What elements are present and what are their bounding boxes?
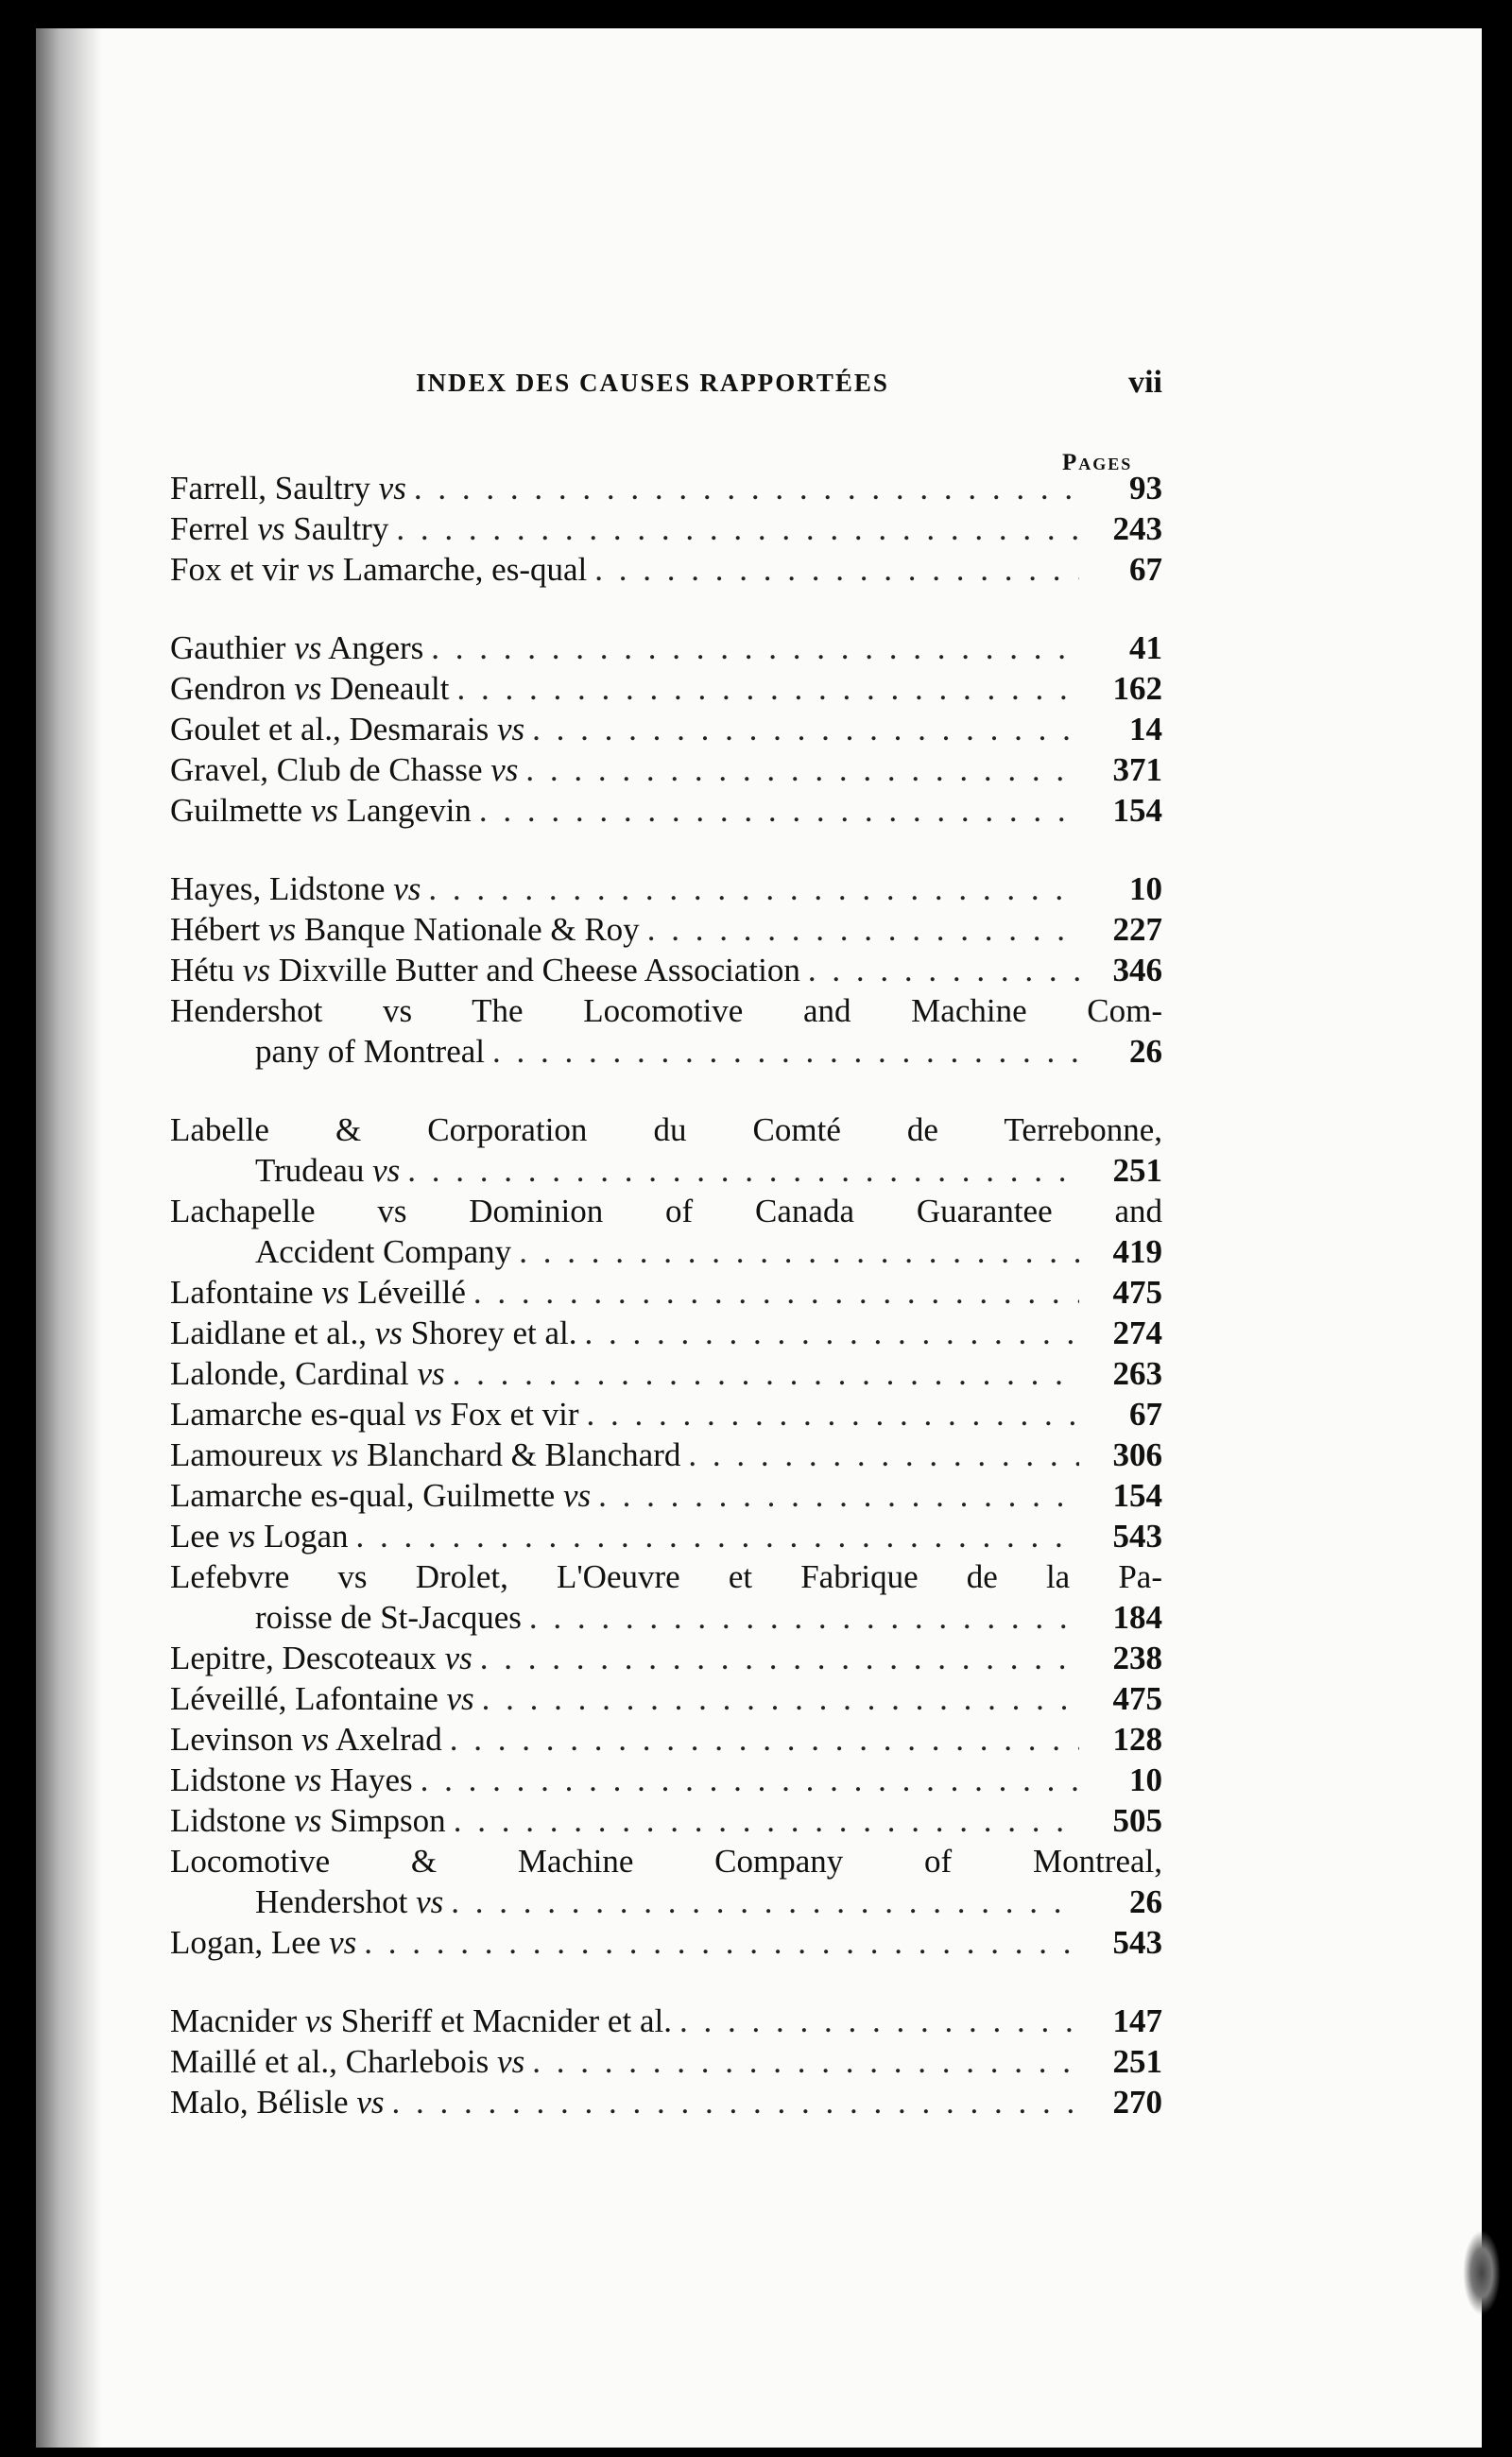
page-number: 154 xyxy=(1112,792,1162,829)
case-name: Gendron vs Deneault xyxy=(170,670,450,707)
letter-group xyxy=(170,2001,1162,2122)
versus-marker: vs xyxy=(306,551,335,588)
versus-marker: vs xyxy=(321,1274,350,1311)
scan-artifact xyxy=(1463,2230,1501,2315)
page-number: 26 xyxy=(1129,1883,1162,1920)
index-entry xyxy=(170,790,1162,831)
page-number: 10 xyxy=(1129,1761,1162,1798)
dot-leader xyxy=(808,950,1079,990)
folio-number: vii xyxy=(1128,365,1162,400)
page-number: 346 xyxy=(1112,952,1162,988)
index-entry xyxy=(170,709,1162,749)
dot-leader xyxy=(456,668,1079,709)
dot-leader xyxy=(454,1800,1079,1841)
case-name-first-line: Locomotive & Machine Company of Montreal, xyxy=(170,1843,1162,1880)
dot-leader xyxy=(414,468,1079,508)
letter-group xyxy=(170,868,1162,1072)
dot-leader xyxy=(532,2041,1079,2082)
versus-marker: vs xyxy=(331,1436,359,1473)
index-entry xyxy=(170,1353,1162,1394)
dot-leader xyxy=(431,627,1079,668)
case-name: Lidstone vs Simpson xyxy=(170,1802,446,1839)
dot-leader xyxy=(421,1760,1079,1800)
versus-marker: vs xyxy=(446,1680,474,1717)
pages-column-label: Pages xyxy=(1062,450,1133,475)
page-number: 154 xyxy=(1112,1477,1162,1514)
dot-leader xyxy=(594,549,1079,590)
versus-marker: vs xyxy=(416,1883,444,1920)
case-name: roisse de St-Jacques xyxy=(255,1599,522,1636)
index-entry xyxy=(170,1760,1162,1800)
dot-leader xyxy=(396,508,1079,549)
index-entry xyxy=(170,1922,1162,1963)
versus-marker: vs xyxy=(294,1802,322,1839)
index-entry xyxy=(170,1597,1162,1638)
index-entry xyxy=(170,2082,1162,2122)
multiline-entry xyxy=(170,1556,1162,1638)
case-name-first-line: Lachapelle vs Dominion of Canada Guarantee and xyxy=(170,1193,1162,1229)
case-name: Farrell, Saultry vs xyxy=(170,470,406,507)
index-entry xyxy=(170,468,1162,508)
versus-marker: vs xyxy=(294,629,322,666)
case-name: Ferrel vs Saultry xyxy=(170,510,389,547)
index-entry xyxy=(170,2041,1162,2082)
index-entry xyxy=(170,1881,1162,1922)
case-name: Lamoureux vs Blanchard & Blanchard xyxy=(170,1436,681,1473)
versus-marker: vs xyxy=(228,1518,256,1555)
case-name: Goulet et al., Desmarais vs xyxy=(170,711,525,747)
page-number: 14 xyxy=(1129,711,1162,747)
binding-shadow xyxy=(36,28,102,2448)
versus-marker: vs xyxy=(294,1761,322,1798)
page-number: 251 xyxy=(1112,1152,1162,1189)
case-name: Gauthier vs Angers xyxy=(170,629,424,666)
index-entry xyxy=(170,627,1162,668)
dot-leader xyxy=(679,2001,1079,2041)
running-head: INDEX DES CAUSES RAPPORTÉES xyxy=(416,369,889,397)
versus-marker: vs xyxy=(329,1924,357,1961)
case-name: Logan, Lee vs xyxy=(170,1924,357,1961)
dot-leader xyxy=(525,749,1079,790)
multiline-entry xyxy=(170,1191,1162,1272)
versus-marker: vs xyxy=(497,2043,525,2080)
letter-group xyxy=(170,468,1162,590)
versus-marker: vs xyxy=(417,1355,445,1392)
page-number: 238 xyxy=(1112,1640,1162,1676)
index-entry xyxy=(170,868,1162,909)
page-number: 270 xyxy=(1112,2084,1162,2121)
dot-leader xyxy=(598,1475,1079,1516)
dot-leader xyxy=(392,2082,1080,2122)
dot-leader xyxy=(479,790,1079,831)
multiline-entry xyxy=(170,990,1162,1072)
page-number: 10 xyxy=(1129,870,1162,907)
case-name: Guilmette vs Langevin xyxy=(170,792,472,829)
index-entry xyxy=(170,1678,1162,1719)
page-number: 475 xyxy=(1112,1274,1162,1311)
page-number: 67 xyxy=(1129,551,1162,588)
dot-leader xyxy=(688,1435,1079,1475)
page-number: 67 xyxy=(1129,1396,1162,1433)
page-number: 274 xyxy=(1112,1314,1162,1351)
dot-leader xyxy=(407,1150,1079,1191)
page-number: 371 xyxy=(1112,751,1162,788)
index-entry xyxy=(170,1231,1162,1272)
versus-marker: vs xyxy=(267,911,297,948)
index-entry xyxy=(170,549,1162,590)
versus-marker: vs xyxy=(378,470,406,507)
index-entry xyxy=(170,1435,1162,1475)
dot-leader xyxy=(585,1313,1079,1353)
case-name: Lepitre, Descoteaux vs xyxy=(170,1640,472,1676)
page-number: 251 xyxy=(1112,2043,1162,2080)
dot-leader xyxy=(473,1272,1079,1313)
page-number: 26 xyxy=(1129,1033,1162,1070)
page-number: 41 xyxy=(1129,629,1162,666)
versus-marker: vs xyxy=(414,1396,442,1433)
case-name: Lafontaine vs Léveillé xyxy=(170,1274,466,1311)
dot-leader xyxy=(356,1516,1079,1556)
dot-leader xyxy=(532,709,1079,749)
case-name: Lidstone vs Hayes xyxy=(170,1761,413,1798)
versus-marker: vs xyxy=(294,670,322,707)
index-entry xyxy=(170,2001,1162,2041)
index-entry xyxy=(170,1475,1162,1516)
multiline-entry xyxy=(170,1109,1162,1191)
versus-marker: vs xyxy=(372,1152,401,1189)
page-number: 543 xyxy=(1112,1518,1162,1555)
case-name: Laidlane et al., vs Shorey et al. xyxy=(170,1314,577,1351)
versus-marker: vs xyxy=(562,1477,592,1514)
versus-marker: vs xyxy=(242,952,270,988)
case-name: Maillé et al., Charlebois vs xyxy=(170,2043,525,2080)
case-name: Lee vs Logan xyxy=(170,1518,349,1555)
page-number: 147 xyxy=(1112,2002,1162,2039)
index-entry xyxy=(170,1313,1162,1353)
case-name: Léveillé, Lafontaine vs xyxy=(170,1680,474,1717)
page-number: 128 xyxy=(1112,1721,1162,1758)
dot-leader xyxy=(586,1394,1079,1435)
case-name: Hétu vs Dixville Butter and Cheese Association xyxy=(170,952,800,988)
letter-group xyxy=(170,1109,1162,1963)
page-number: 227 xyxy=(1112,911,1162,948)
case-name: Trudeau vs xyxy=(255,1152,401,1189)
case-name: Levinson vs Axelrad xyxy=(170,1721,442,1758)
dot-leader xyxy=(480,1638,1079,1678)
case-name: Hébert vs Banque Nationale & Roy xyxy=(170,911,640,948)
versus-marker: vs xyxy=(257,510,285,547)
index-entry xyxy=(170,950,1162,990)
page-number: 419 xyxy=(1112,1233,1162,1270)
case-name: Lamarche es-qual vs Fox et vir xyxy=(170,1396,579,1433)
case-name: Malo, Bélisle vs xyxy=(170,2084,385,2121)
page-header xyxy=(416,365,1162,425)
index-entry xyxy=(170,1031,1162,1072)
page-number: 162 xyxy=(1112,670,1162,707)
versus-marker: vs xyxy=(356,2084,385,2121)
versus-marker: vs xyxy=(304,2002,334,2039)
index-entry xyxy=(170,508,1162,549)
index-entry xyxy=(170,909,1162,950)
page-number: 184 xyxy=(1112,1599,1162,1636)
case-name: Accident Company xyxy=(255,1233,512,1270)
versus-marker: vs xyxy=(444,1640,472,1676)
multiline-entry xyxy=(170,1841,1162,1922)
page-number: 505 xyxy=(1112,1802,1162,1839)
case-name: Macnider vs Sheriff et Macnider et al. xyxy=(170,2002,672,2039)
index-entry xyxy=(170,1150,1162,1191)
dot-leader xyxy=(482,1678,1079,1719)
case-name-first-line: Labelle & Corporation du Comté de Terrebonne, xyxy=(170,1111,1162,1148)
index-entry xyxy=(170,749,1162,790)
dot-leader xyxy=(492,1031,1079,1072)
case-name-first-line: Lefebvre vs Drolet, L'Oeuvre et Fabrique de la Pa- xyxy=(170,1558,1162,1595)
index-entry xyxy=(170,1719,1162,1760)
page-number: 306 xyxy=(1112,1436,1162,1473)
dot-leader xyxy=(450,1719,1079,1760)
case-name: Hayes, Lidstone vs xyxy=(170,870,421,907)
index-entry xyxy=(170,1272,1162,1313)
index-entry xyxy=(170,668,1162,709)
dot-leader xyxy=(453,1353,1079,1394)
versus-marker: vs xyxy=(310,792,338,829)
case-name-first-line: Hendershot vs The Locomotive and Machine Com- xyxy=(170,992,1162,1029)
index-entry xyxy=(170,1516,1162,1556)
versus-marker: vs xyxy=(393,870,421,907)
page-number: 543 xyxy=(1112,1924,1162,1961)
letter-group xyxy=(170,627,1162,831)
versus-marker: vs xyxy=(497,711,525,747)
dot-leader xyxy=(647,909,1079,950)
case-name: Lalonde, Cardinal vs xyxy=(170,1355,445,1392)
versus-marker: vs xyxy=(301,1721,330,1758)
index-entry xyxy=(170,1394,1162,1435)
index-entry xyxy=(170,1800,1162,1841)
dot-leader xyxy=(428,868,1079,909)
index-entry xyxy=(170,1638,1162,1678)
case-name: Lamarche es-qual, Guilmette vs xyxy=(170,1477,592,1514)
page-number: 243 xyxy=(1112,510,1162,547)
case-name: Gravel, Club de Chasse vs xyxy=(170,751,519,788)
page-number: 475 xyxy=(1112,1680,1162,1717)
page-number: 93 xyxy=(1129,470,1162,507)
page-number: 263 xyxy=(1112,1355,1162,1392)
case-name: pany of Montreal xyxy=(255,1033,485,1070)
dot-leader xyxy=(519,1231,1079,1272)
dot-leader xyxy=(364,1922,1079,1963)
versus-marker: vs xyxy=(374,1314,403,1351)
versus-marker: vs xyxy=(490,751,519,788)
case-name: Fox et vir vs Lamarche, es-qual xyxy=(170,551,588,588)
case-name: Hendershot vs xyxy=(255,1883,444,1920)
dot-leader xyxy=(451,1881,1079,1922)
case-index xyxy=(170,468,1162,2160)
dot-leader xyxy=(529,1597,1079,1638)
